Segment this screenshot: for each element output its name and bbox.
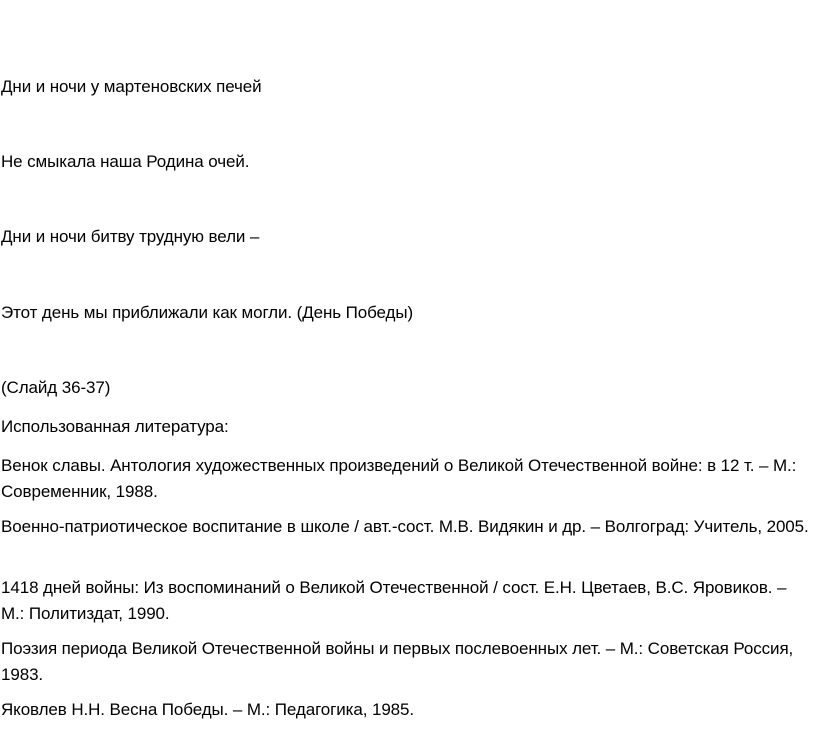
poem-line-2: Не смыкала наша Родина очей. [1, 152, 250, 171]
literature-item: 1418 дней войны: Из воспоминаний о Великой Отечественной / сост. Е.Н. Цветаев, В.С. Яровиков. – М.: Политиздат, 1990. [1, 578, 787, 623]
poem-line-1: Дни и ночи у мартеновских печей [1, 77, 262, 96]
literature-item: Венок славы. Антология художественных произведений о Великой Отечественной войне: в 12 т. – М.: Современник, 1988. [1, 456, 797, 501]
literature-item: Яковлев Н.Н. Весна Победы. – М.: Педагогика, 1985. [1, 700, 415, 719]
literature-heading: Использованная литература: [1, 417, 229, 436]
poem-line-4: Этот день мы приближали как могли. (День Победы) [1, 303, 414, 322]
slide-reference: (Слайд 36-37) [1, 378, 111, 397]
literature-item: Поэзия периода Великой Отечественной войны и первых послевоенных лет. – М.: Советская Россия, 1983. [1, 639, 794, 684]
poem-line-3: Дни и ночи битву трудную вели – [1, 227, 260, 246]
literature-item: Военно-патриотическое воспитание в школе / авт.-сост. М.В. Видякин и др. – Волгоград: Учитель, 2005. [1, 517, 809, 536]
